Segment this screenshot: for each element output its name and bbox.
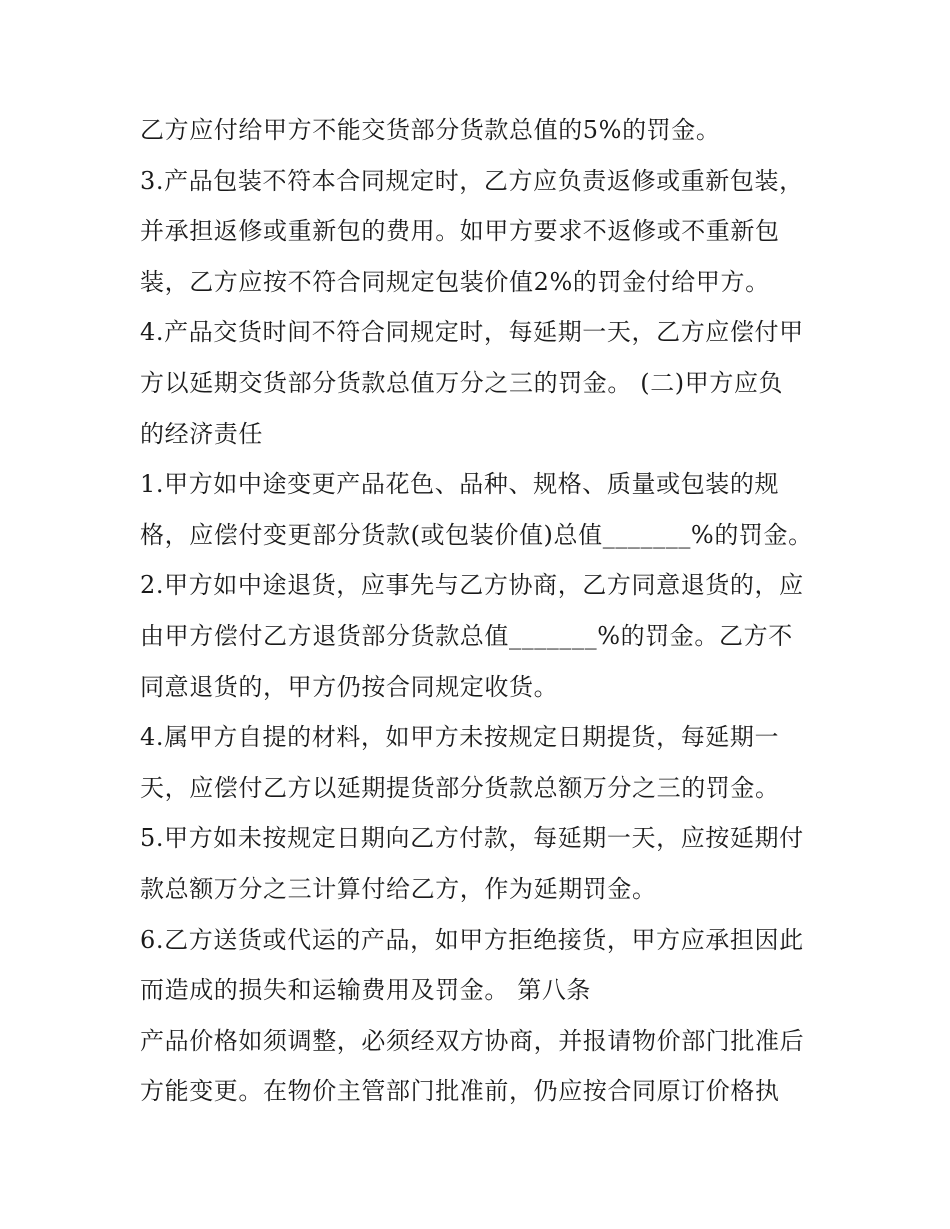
text-line: 格，应偿付变更部分货款(或包装价值)总值_______%的罚金。	[140, 520, 813, 549]
text-line: 方能变更。在物价主管部门批准前，仍应按合同原订价格执	[140, 1077, 780, 1106]
text-line: 1.甲方如中途变更产品花色、品种、规格、质量或包装的规	[140, 470, 780, 499]
text-line: 并承担返修或重新包的费用。如甲方要求不返修或不重新包	[140, 217, 780, 246]
text-line: 装，乙方应按不符合同规定包装价值2%的罚金付给甲方。	[140, 267, 770, 296]
text-line: 同意退货的，甲方仍按合同规定收货。	[140, 672, 559, 701]
text-line: 5.甲方如未按规定日期向乙方付款，每延期一天，应按延期付	[140, 824, 804, 853]
text-line: 4.属甲方自提的材料，如甲方未按规定日期提货，每延期一	[140, 723, 780, 752]
text-line: 由甲方偿付乙方退货部分货款总值_______%的罚金。乙方不	[140, 621, 793, 650]
text-line: 乙方应付给甲方不能交货部分货款总值的5%的罚金。	[140, 116, 721, 144]
text-line: 6.乙方送货或代运的产品，如甲方拒绝接货，甲方应承担因此	[140, 925, 804, 954]
text-line: 产品价格如须调整，必须经双方协商，并报请物价部门批准后	[140, 1026, 805, 1055]
text-line: 3.产品包装不符本合同规定时，乙方应负责返修或重新包装，	[140, 166, 804, 195]
text-line: 的经济责任	[140, 419, 263, 448]
text-line: 天，应偿付乙方以延期提货部分货款总额万分之三的罚金。	[140, 773, 780, 802]
text-line: 而造成的损失和运输费用及罚金。 第八条	[140, 976, 592, 1005]
text-line: 2.甲方如中途退货，应事先与乙方协商，乙方同意退货的，应	[140, 571, 804, 600]
text-line: 4.产品交货时间不符合同规定时，每延期一天，乙方应偿付甲	[140, 318, 804, 347]
text-line: 方以延期交货部分货款总值万分之三的罚金。 (二)甲方应负	[140, 368, 784, 397]
text-line: 款总额万分之三计算付给乙方，作为延期罚金。	[140, 874, 657, 903]
contract-text-body	[140, 105, 820, 1117]
